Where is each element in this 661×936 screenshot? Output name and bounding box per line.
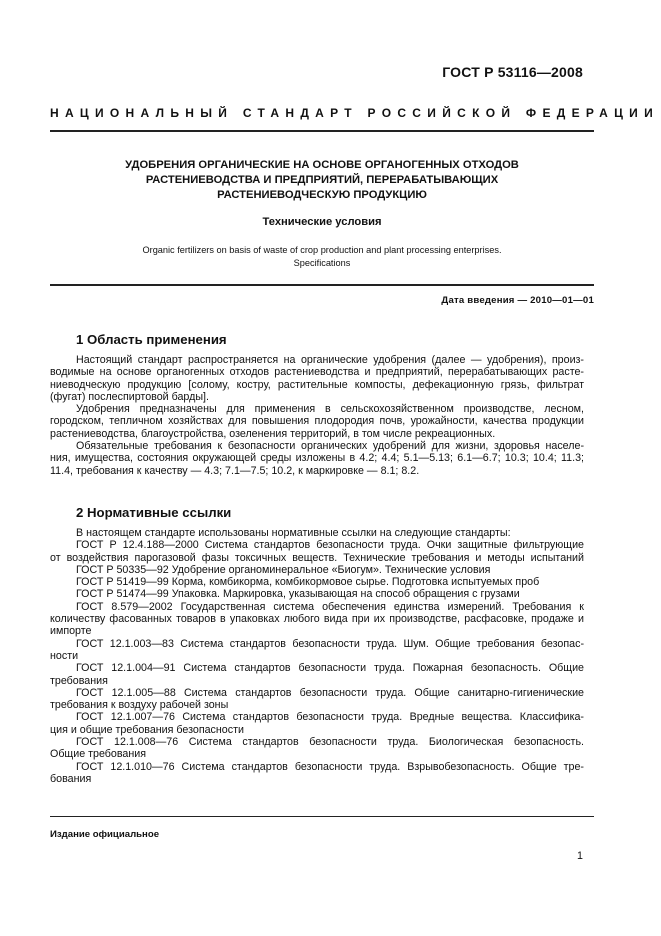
english-title-line: Organic fertilizers on basis of waste of crop production and plant processing enterprises.: [142, 245, 502, 255]
body-text-line: В настоящем стандарте использованы нормативные ссылки на следующие стандарты:: [76, 527, 511, 539]
footer-divider: [50, 816, 594, 817]
body-text-line: Удобрения предназначены для применения в сельскохозяйственном производстве, лесном,: [76, 403, 584, 416]
title-line: РАСТЕНИЕВОДЧЕСКУЮ ПРОДУКЦИЮ: [217, 189, 427, 201]
body-text-line: ция и общие требования безопасности: [50, 723, 244, 736]
body-text-line: Общие требования: [50, 748, 146, 761]
body-text-line: требования к воздуху рабочей зоны: [50, 699, 229, 712]
body-text-line: ниеводческую продукцию [солому, костру, растительные компосты, дефекационную грязь, фильтрат: [50, 378, 584, 391]
document-title: [50, 158, 594, 203]
body-text-line: ГОСТ Р 50335—92 Удобрение органоминеральное «Биогум». Технические условия: [76, 563, 491, 576]
body-text-line: ГОСТ 12.1.007—76 Система стандартов безопасности труда. Вредные вещества. Классифика-: [76, 711, 584, 724]
introduction-date: Дата введения — 2010—01—01: [441, 295, 594, 306]
body-text-line: ности: [50, 649, 79, 662]
title-divider: [50, 284, 594, 286]
title-line: УДОБРЕНИЯ ОРГАНИЧЕСКИЕ НА ОСНОВЕ ОРГАНОГЕННЫХ ОТХОДОВ: [125, 159, 519, 171]
body-text-line: Настоящий стандарт распространяется на органические удобрения (далее — удобрения), произ-: [76, 354, 584, 366]
body-text-line: бования: [50, 772, 92, 785]
body-text-line: ГОСТ 12.1.010—76 Система стандартов безопасности труда. Взрывобезопасность. Общие тре-: [76, 760, 584, 773]
body-text-line: требования: [50, 674, 108, 687]
body-text-line: водимые на основе органогенных отходов растениеводства и предприятий, перерабатывающих расте-: [50, 366, 584, 379]
national-standard-title: НАЦИОНАЛЬНЫЙ СТАНДАРТ РОССИЙСКОЙ ФЕДЕРАЦИИ: [50, 106, 660, 120]
body-text-line: от воздействия парогазовой фазы токсичных веществ. Технические требования и методы испытаний: [50, 551, 584, 564]
body-text-line: импорте: [50, 625, 92, 638]
body-text-line: ГОСТ Р 12.4.188—2000 Система стандартов безопасности труда. Очки защитные фильтрующие: [76, 539, 584, 552]
document-subtitle: Технические условия: [262, 216, 382, 228]
section-heading-references: 2 Нормативные ссылки: [76, 505, 232, 520]
body-text-line: ГОСТ 12.1.008—76 Система стандартов безопасности труда. Биологическая безопасность.: [76, 736, 584, 749]
body-text-line: ГОСТ Р 51419—99 Корма, комбикорма, комбикормовое сырье. Подготовка испытуемых проб: [76, 576, 540, 589]
top-divider: [50, 130, 594, 132]
body-text-line: количеству фасованных товаров в упаковках любого вида при их производстве, расфасовке, продаже и: [50, 613, 584, 626]
document-number: ГОСТ Р 53116—2008: [442, 64, 583, 80]
section-heading-scope: 1 Область применения: [76, 332, 227, 347]
page-number: 1: [577, 850, 583, 862]
section-body-scope: [50, 354, 584, 477]
body-text-line: ния, имущества, состояния окружающей среды изложены в 4.2; 4.4; 5.1—5.13; 6.1—6.7; 10.3; 10.4; 11.3;: [50, 452, 584, 465]
body-text-line: ГОСТ 12.1.005—88 Система стандартов безопасности труда. Общие санитарно-гигиенические: [76, 686, 584, 699]
english-title: [50, 244, 594, 270]
body-text-line: ГОСТ 12.1.003—83 Система стандартов безопасности труда. Шум. Общие требования безопас-: [76, 637, 584, 650]
body-text-line: растениеводства, благоустройства, озеленения территорий, в том числе рекреационных.: [50, 427, 496, 440]
body-text-line: ГОСТ 12.1.004—91 Система стандартов безопасности труда. Пожарная безопасность. Общие: [76, 662, 584, 675]
section-body-references: [50, 527, 584, 785]
english-title-line: Specifications: [293, 258, 351, 268]
body-text-line: 11.4, требования к качеству — 4.3; 7.1—7.5; 10.2, к маркировке — 8.1; 8.2.: [50, 464, 420, 477]
edition-note: Издание официальное: [50, 829, 160, 840]
body-text-line: Обязательные требования к безопасности органических удобрений для жизни, здоровья населе-: [76, 440, 584, 453]
body-text-line: (фугат) послеспиртовой барды].: [50, 390, 209, 403]
title-line: РАСТЕНИЕВОДСТВА И ПРЕДПРИЯТИЙ, ПЕРЕРАБАТЫВАЮЩИХ: [145, 174, 499, 186]
body-text-line: ГОСТ 8.579—2002 Государственная система обеспечения единства измерений. Требования к: [76, 600, 584, 613]
body-text-line: городском, тепличном хозяйствах для повышения плодородия почв, урожайности, качества продукции: [50, 415, 584, 428]
body-text-line: ГОСТ Р 51474—99 Упаковка. Маркировка, указывающая на способ обращения с грузами: [76, 588, 520, 601]
